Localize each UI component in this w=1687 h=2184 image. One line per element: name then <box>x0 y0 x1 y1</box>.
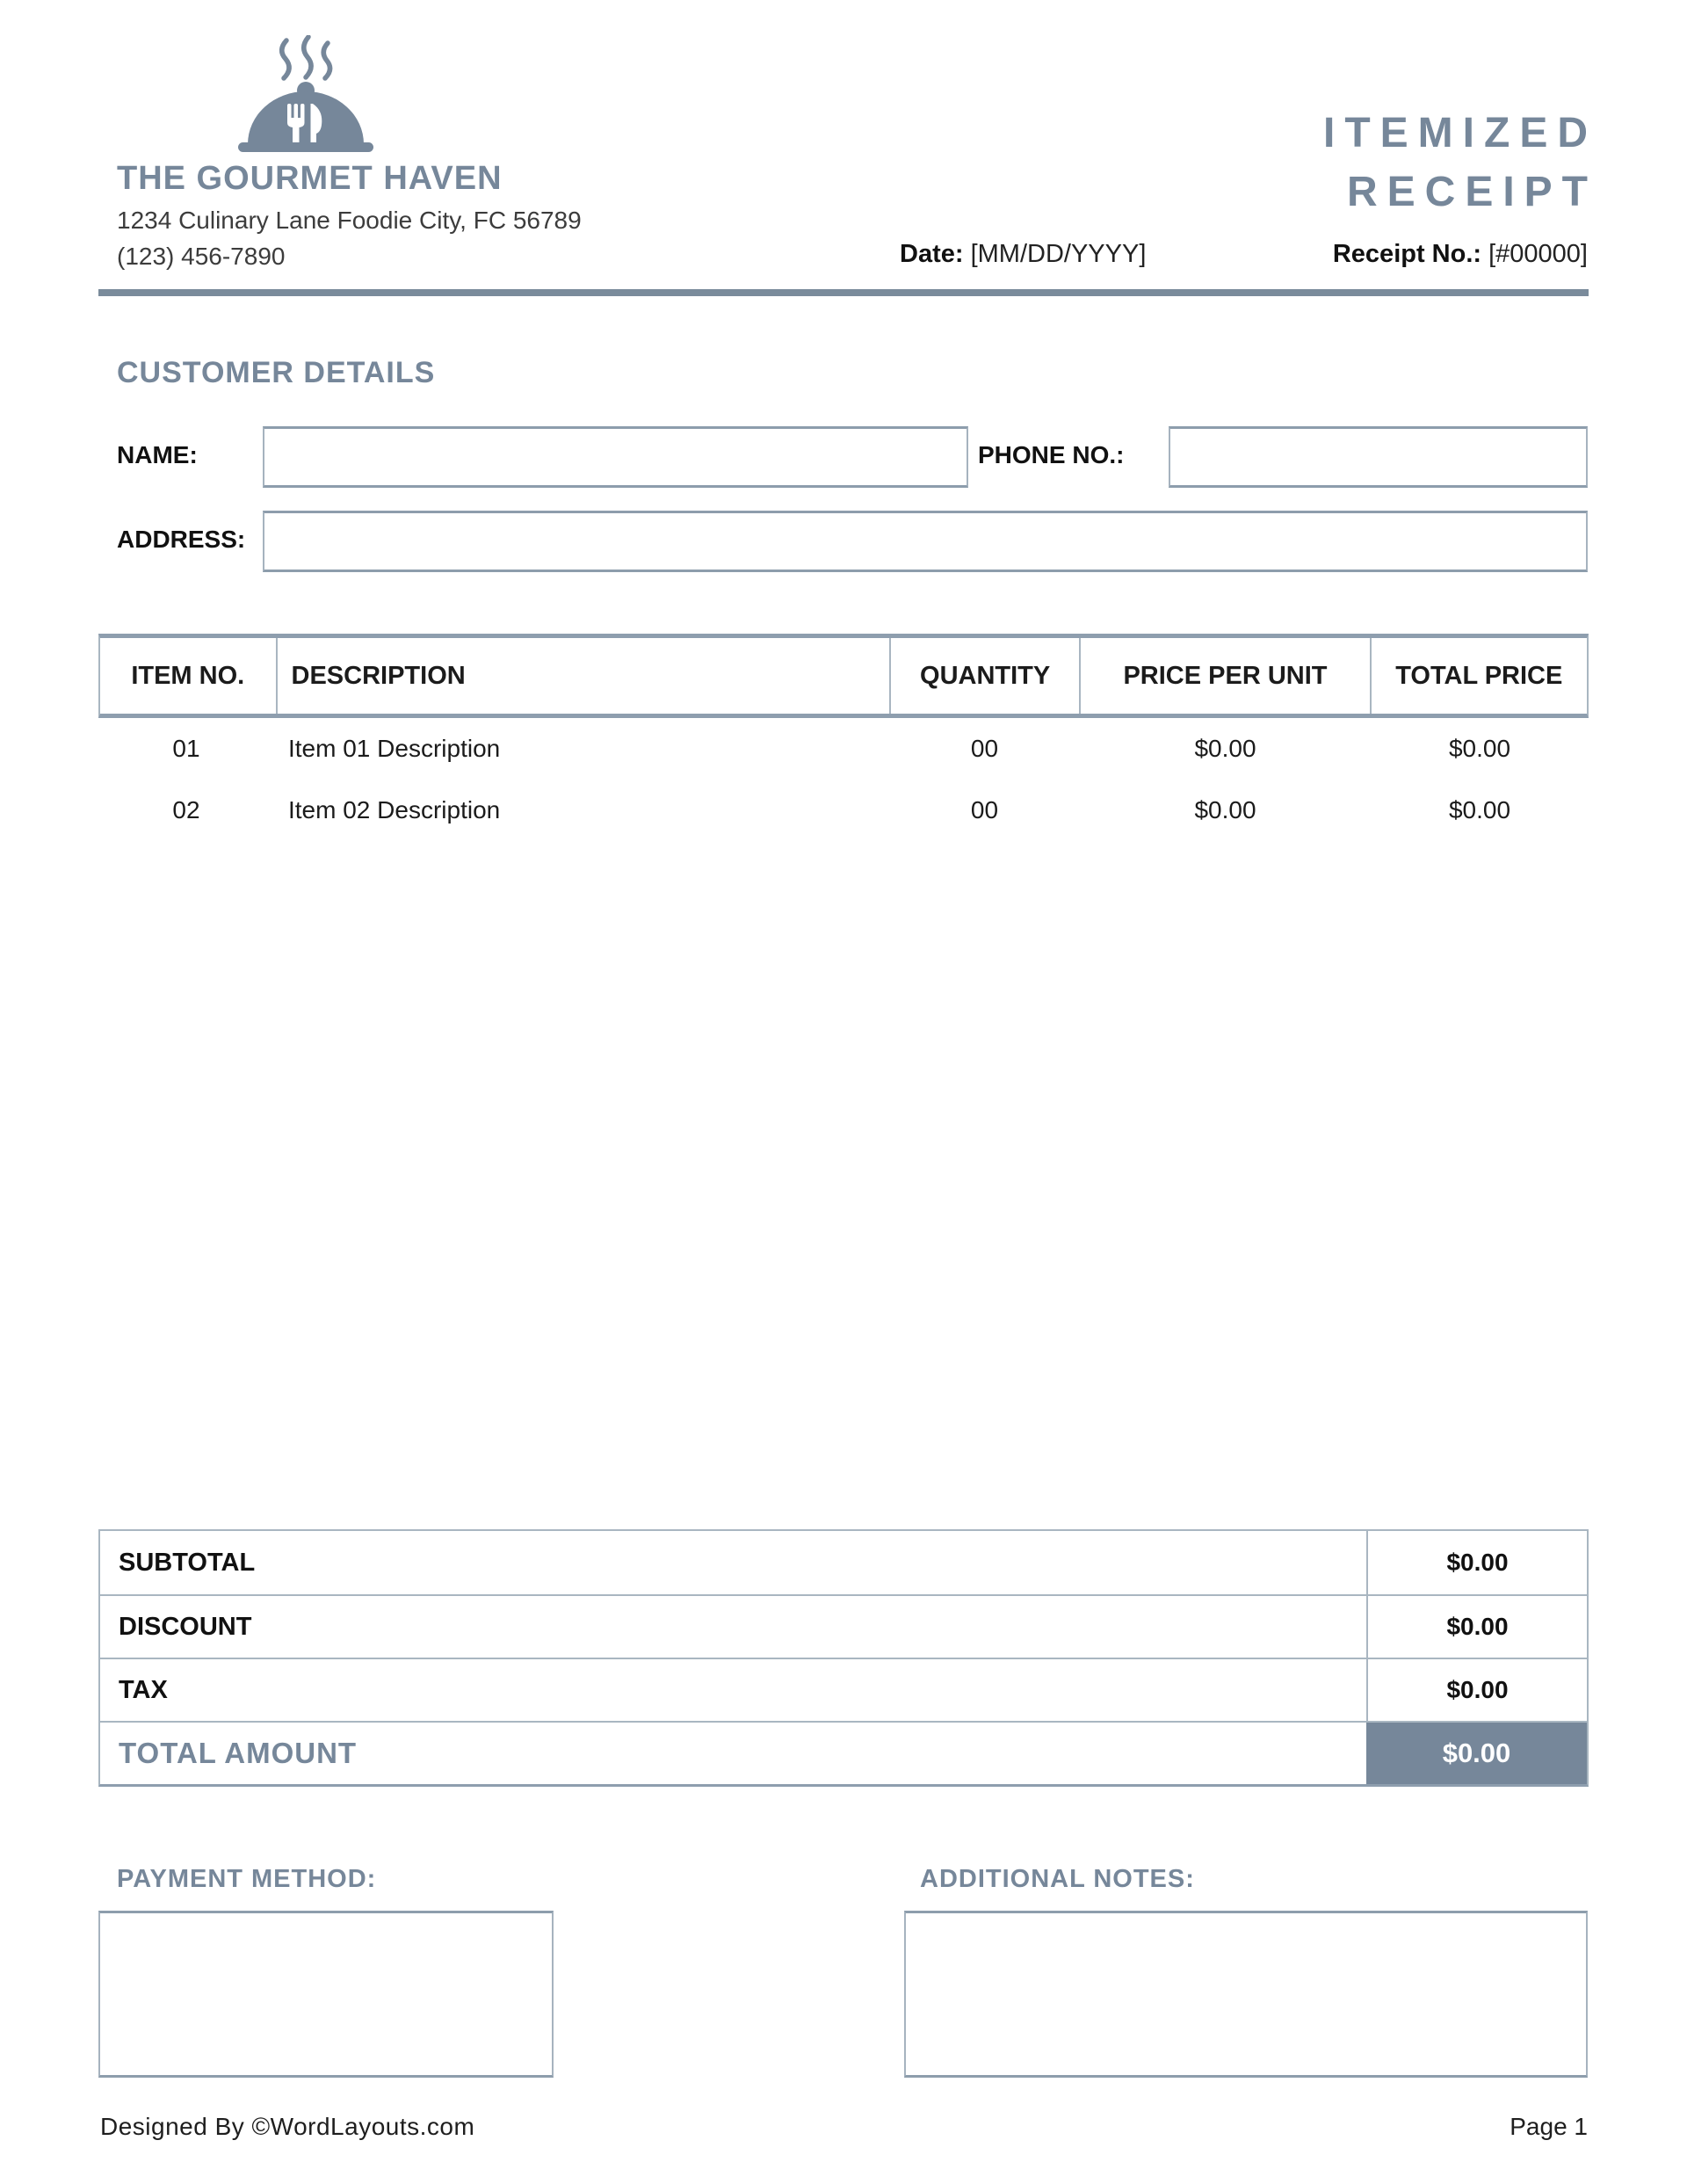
payment-method-input[interactable] <box>98 1911 554 2078</box>
item-quantity-cell: 00 <box>970 796 999 824</box>
summary-row-value: $0.00 <box>1366 1596 1587 1658</box>
total-amount-value: $0.00 <box>1366 1723 1587 1784</box>
additional-notes-heading: ADDITIONAL NOTES: <box>920 1865 1195 1893</box>
phone-input[interactable] <box>1169 426 1588 488</box>
company-name: THE GOURMET HAVEN <box>117 160 503 197</box>
items-header-item-no: ITEM NO. <box>131 661 245 690</box>
name-label: NAME: <box>117 441 198 468</box>
item-description-cell: Item 02 Description <box>288 796 501 824</box>
restaurant-cloche-logo-icon <box>235 35 376 172</box>
address-input[interactable] <box>263 511 1588 572</box>
items-header-quantity: QUANTITY <box>889 638 1079 714</box>
receipt-number-label: Receipt No.: <box>1332 240 1482 268</box>
item-total-price-cell: $0.00 <box>1448 735 1511 762</box>
items-table-row <box>98 780 1589 841</box>
total-amount-label: TOTAL AMOUNT <box>119 1737 358 1769</box>
summary-row-label: DISCOUNT <box>119 1612 252 1641</box>
items-header-description: DESCRIPTION <box>276 638 889 714</box>
receipt-meta-row <box>900 238 1588 271</box>
items-header-total-price: TOTAL PRICE <box>1370 638 1587 714</box>
document-title-line2: RECEIPT <box>1346 169 1597 215</box>
summary-row-label: SUBTOTAL <box>119 1548 256 1577</box>
page-number: Page 1 <box>1510 2113 1588 2140</box>
items-header-price-per-unit: PRICE PER UNIT <box>1079 638 1369 714</box>
items-table <box>98 634 1589 841</box>
item-price-per-unit-cell: $0.00 <box>1194 796 1256 824</box>
date-value[interactable]: [MM/DD/YYYY] <box>970 240 1147 268</box>
summary-row-value: $0.00 <box>1366 1531 1587 1594</box>
item-quantity-cell: 00 <box>970 735 999 762</box>
header-divider <box>98 289 1589 296</box>
designer-credit: Designed By ©WordLayouts.com <box>100 2113 475 2140</box>
date-field <box>900 238 1146 271</box>
name-input[interactable] <box>263 426 968 488</box>
summary-row <box>100 1594 1587 1658</box>
summary-total-row <box>100 1721 1587 1784</box>
summary-row <box>100 1658 1587 1721</box>
summary-row-label: TAX <box>119 1675 168 1704</box>
item-no-cell: 02 <box>172 796 200 824</box>
document-title-line1: ITEMIZED <box>1323 110 1597 156</box>
summary-row-value: $0.00 <box>1366 1659 1587 1721</box>
customer-details-heading: CUSTOMER DETAILS <box>117 356 436 389</box>
summary-table <box>98 1529 1589 1787</box>
additional-notes-input[interactable] <box>904 1911 1588 2078</box>
company-phone: (123) 456-7890 <box>117 243 286 270</box>
summary-row <box>100 1531 1587 1594</box>
payment-method-heading: PAYMENT METHOD: <box>117 1865 377 1893</box>
document-title <box>1323 104 1597 221</box>
items-table-header-row <box>98 634 1589 718</box>
date-label: Date: <box>900 240 964 268</box>
item-price-per-unit-cell: $0.00 <box>1194 735 1256 762</box>
company-address: 1234 Culinary Lane Foodie City, FC 56789 <box>117 207 582 234</box>
items-table-row <box>98 718 1589 780</box>
company-contact <box>117 202 582 274</box>
address-label: ADDRESS: <box>117 526 246 553</box>
receipt-number-value[interactable]: [#00000] <box>1488 240 1588 268</box>
item-total-price-cell: $0.00 <box>1448 796 1511 824</box>
receipt-number-field <box>1333 238 1588 271</box>
item-description-cell: Item 01 Description <box>288 735 501 762</box>
item-no-cell: 01 <box>172 735 200 762</box>
phone-label: PHONE NO.: <box>978 441 1125 468</box>
